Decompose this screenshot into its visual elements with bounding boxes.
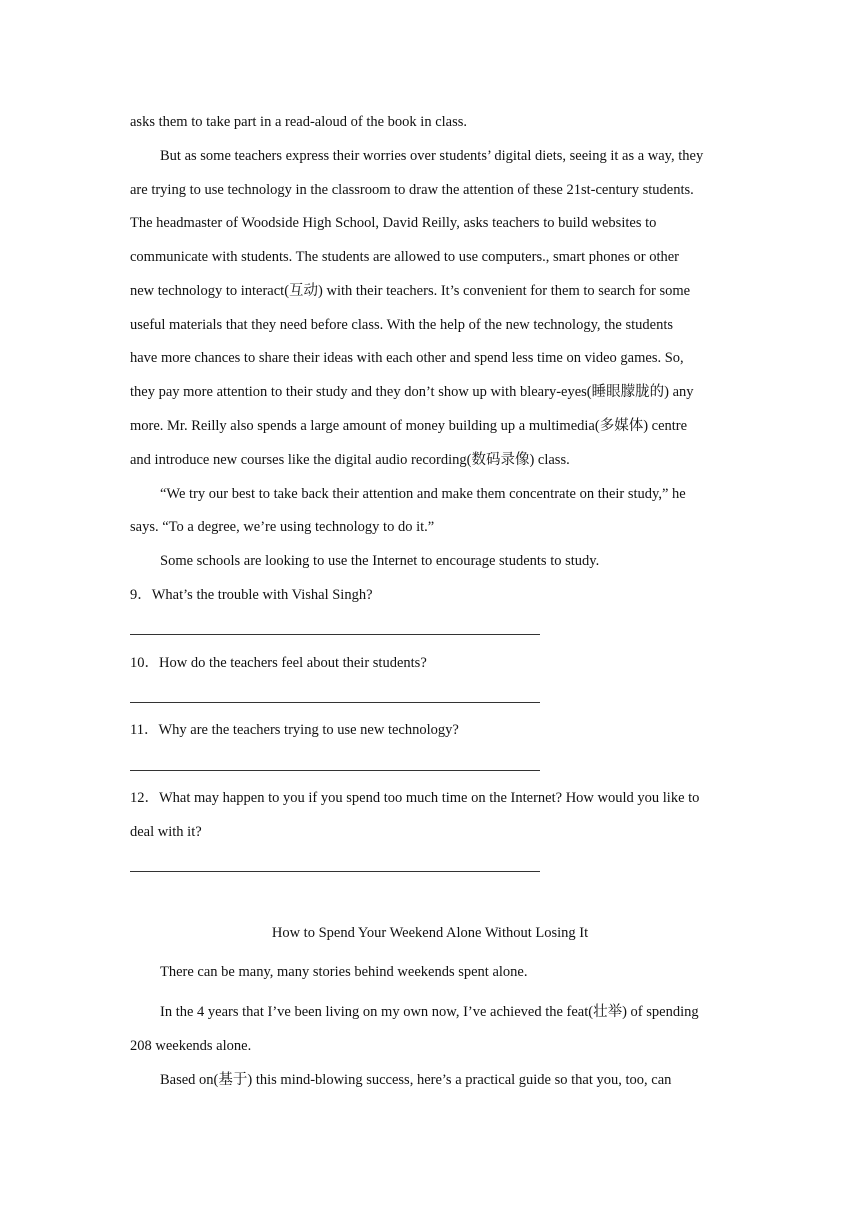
question-10: 10．How do the teachers feel about their students? — [130, 655, 427, 671]
passage2-line-1: There can be many, many stories behind weekends spent alone. — [160, 964, 528, 980]
passage1-line-1: asks them to take part in a read-aloud of the book in class. — [130, 114, 468, 130]
passage2-line-4: Based on(基于) this mind-blowing success, here’s a practical guide so that you, too, can — [160, 1072, 672, 1088]
answer-line-12[interactable] — [130, 871, 540, 872]
answer-line-9[interactable] — [130, 634, 540, 635]
passage2-line-2: In the 4 years that I’ve been living on my own now, I’ve achieved the feat(壮举) of spending — [160, 1004, 699, 1020]
passage1-line-11: and introduce new courses like the digital audio recording(数码录像) class. — [130, 452, 570, 468]
answer-line-10[interactable] — [130, 702, 540, 703]
passage2-title: How to Spend Your Weekend Alone Without Losing It — [271, 925, 589, 941]
passage1-line-13: says. “To a degree, we’re using technology to do it.” — [130, 519, 435, 535]
passage2-line-3: 208 weekends alone. — [130, 1038, 252, 1054]
passage1-line-12: “We try our best to take back their attention and make them concentrate on their study,” he — [160, 486, 686, 502]
passage1-line-3: are trying to use technology in the classroom to draw the attention of these 21st-century students. — [130, 182, 694, 198]
passage1-line-14: Some schools are looking to use the Internet to encourage students to study. — [160, 553, 600, 569]
passage1-line-5: communicate with students. The students are allowed to use computers., smart phones or other — [130, 249, 679, 265]
passage1-line-6: new technology to interact(互动) with their teachers. It’s convenient for them to search for some — [130, 283, 691, 299]
question-12: 12．What may happen to you if you spend too much time on the Internet? How would you like to — [130, 790, 700, 806]
answer-line-11[interactable] — [130, 770, 540, 771]
question-9: 9．What’s the trouble with Vishal Singh? — [130, 587, 373, 603]
passage1-line-8: have more chances to share their ideas with each other and spend less time on video games. So, — [130, 350, 684, 366]
question-11: 11．Why are the teachers trying to use new technology? — [130, 722, 459, 738]
passage1-line-10: more. Mr. Reilly also spends a large amount of money building up a multimedia(多媒体) centre — [130, 418, 688, 434]
passage1-line-2: But as some teachers express their worries over students’ digital diets, seeing it as a way, they — [160, 148, 704, 164]
passage1-line-9: they pay more attention to their study and they don’t show up with bleary-eyes(睡眼朦胧的) any — [130, 384, 694, 400]
passage1-line-4: The headmaster of Woodside High School, David Reilly, asks teachers to build websites to — [130, 215, 657, 231]
question-12-cont: deal with it? — [130, 824, 202, 840]
passage1-line-7: useful materials that they need before class. With the help of the new technology, the students — [130, 317, 674, 333]
